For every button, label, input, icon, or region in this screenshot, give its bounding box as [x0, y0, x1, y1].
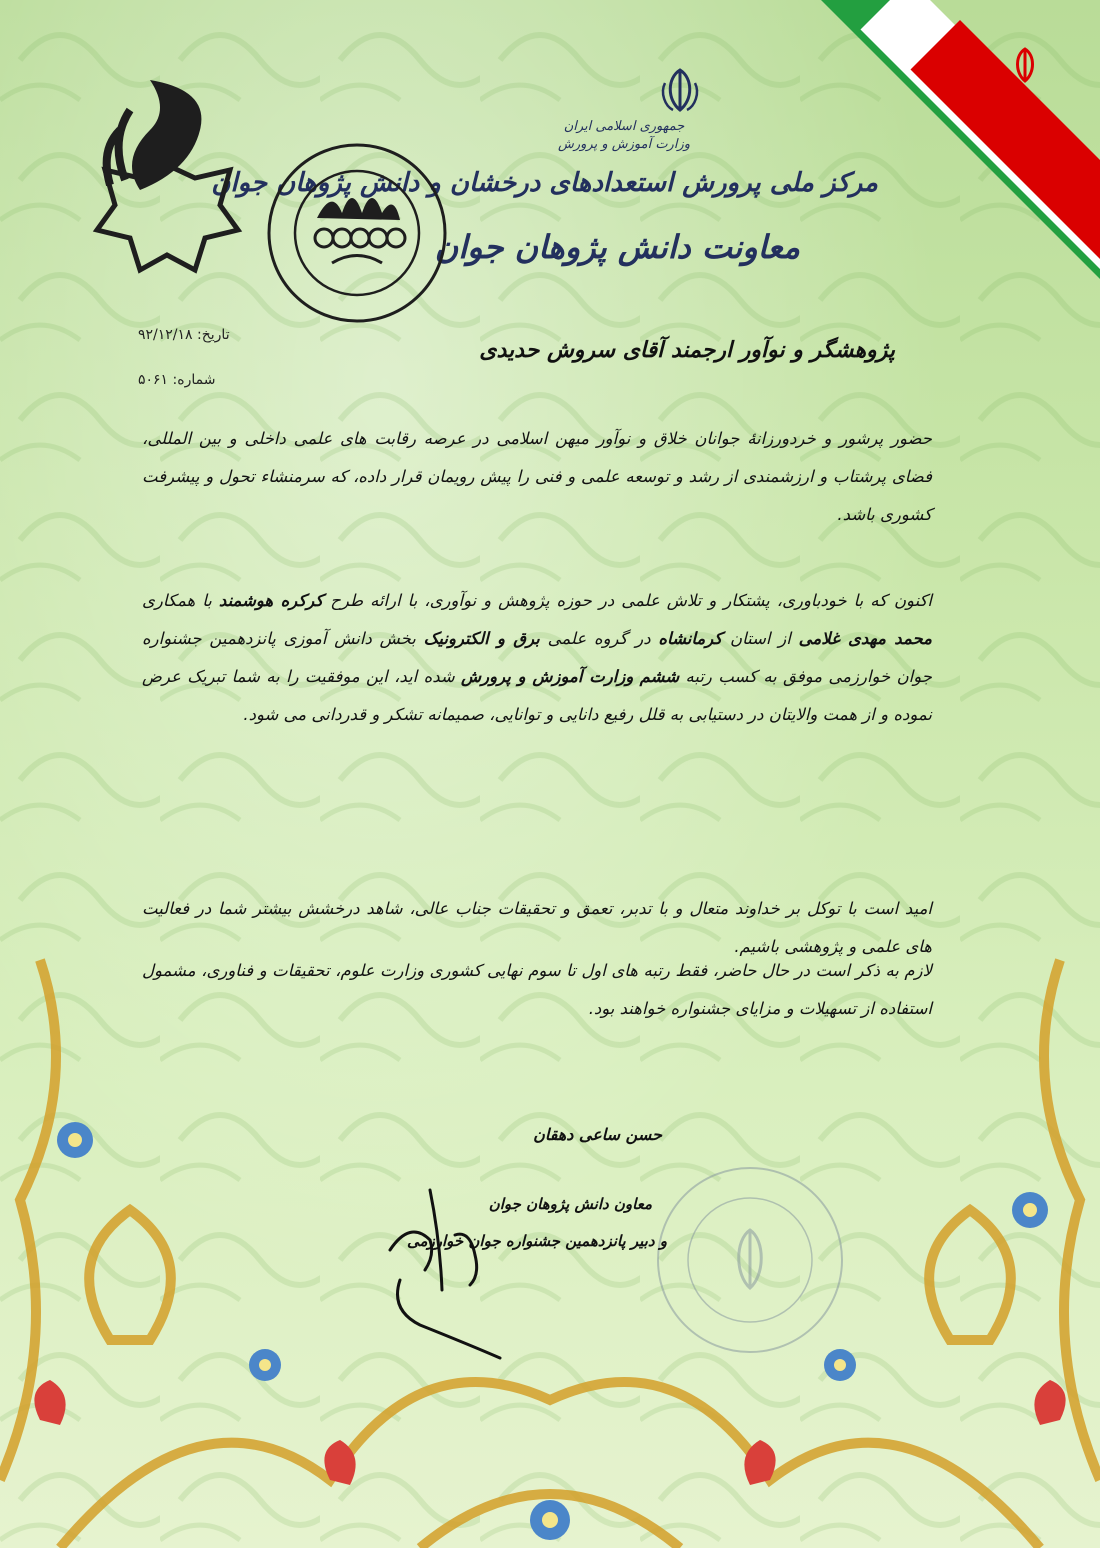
floral-ornament — [0, 780, 1100, 1548]
signatory-name: حسن ساعی دهقان — [533, 1125, 662, 1144]
recipient-line: پژوهشگر و نوآور ارجمند آقای سروش حدیدی — [479, 338, 895, 363]
header-center-title: مرکز ملی پرورش استعدادهای درخشان و دانش پژوهان جوان — [211, 168, 878, 198]
paragraph-3: امید است با توکل بر خداوند متعال و با تدبر، تعمق و تحقیقات جناب عالی، شاهد درخشش بیشتر شما در فعالیت های علمی و پژوهشی باشیم. — [142, 899, 932, 956]
signatory-title-2: و دبیر پانزدهمین جشنواره جوان خوارزمی — [406, 1232, 667, 1250]
young-scholars-club-seal — [262, 138, 452, 328]
ministry-stamp — [650, 1160, 850, 1360]
kharazmi-festival-logo — [80, 70, 255, 300]
iran-emblem-icon — [655, 68, 705, 113]
signatory-title-1: معاون دانش پژوهان جوان — [488, 1195, 652, 1213]
header-ministry: جمهوری اسلامی ایران وزارت آموزش و پرورش — [557, 119, 690, 152]
paragraph-4: لازم به ذکر است در حال حاضر، فقط رتبه های اول تا سوم نهایی کشوری وزارت علوم، تحقیقات و فناوری، مشمول استفاده از تسهیلات و مزایای جشنواره خواهند بود. — [142, 961, 932, 1018]
letter-date: تاریخ: ۹۲/۱۲/۱۸ — [138, 327, 230, 343]
flag-emblem-icon — [1005, 45, 1045, 85]
iran-flag-ribbon — [800, 0, 1100, 300]
paragraph-2: اکنون که با خودباوری، پشتکار و تلاش علمی در حوزه پژوهش و نوآوری، با ارائه طرح کرکره هوشمند با همکاری محمد مهدی غلامی از استان کرمانشاه در گروه علمی برق و الکترونیک بخش دانش آموزی پانزدهمین جشنواره جوان خوارزمی موفق به کسب رتبه ششم وزارت آموزش و پرورش شده اید، این موفقیت را به شما تبریک عرض نموده و از همت والایتان در دستیابی به قلل رفیع دانایی و توانایی، صمیمانه تشکر و قدردانی می شود. — [142, 591, 933, 724]
letter-number: شماره: ۵۰۶۱ — [138, 372, 216, 388]
header-deputy-title: معاونت دانش پژوهان جوان — [434, 228, 800, 266]
paragraph-1: حضور پرشور و خردورزانهٔ جوانان خلاق و نوآور میهن اسلامی در عرصه رقابت های علمی داخلی و بین المللی، فضای پرشتاب و ارزشمندی از رشد و توسعه علمی و فنی را پیش رویمان قرار داده، که سرمنشاء تحول و پیشرفت کشوری باشد. — [142, 429, 932, 524]
